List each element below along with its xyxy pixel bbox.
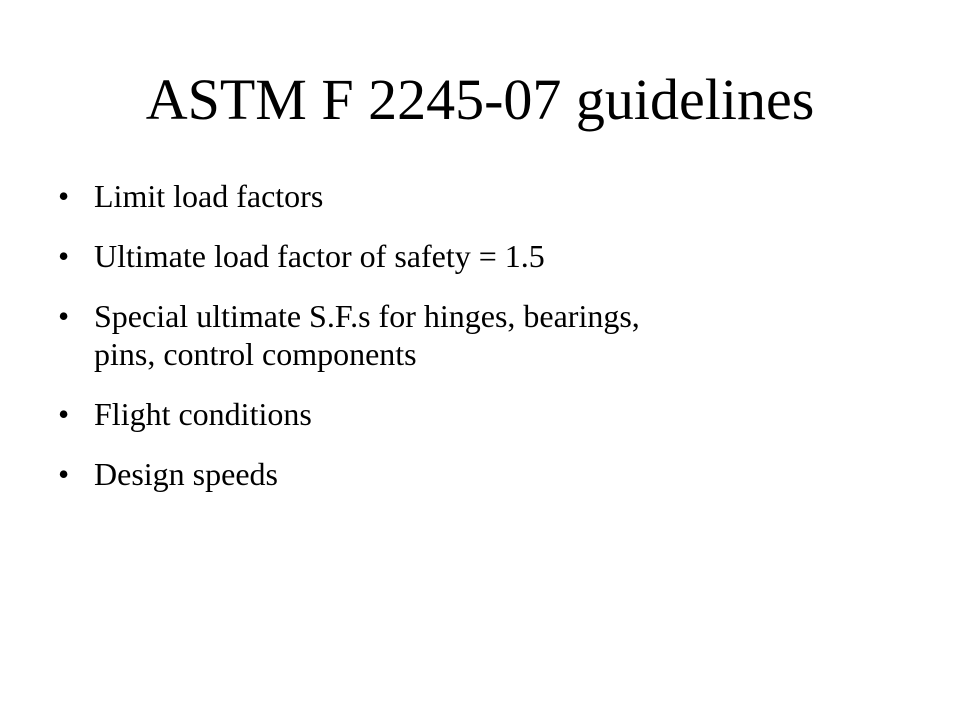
- bullet-item-limit-load-factors: [58, 177, 918, 215]
- bullet-text: Design speeds: [94, 456, 278, 492]
- bullet-text: Flight conditions: [94, 396, 312, 432]
- bullet-item-special-ultimate-sf: [58, 297, 918, 373]
- bullet-text-line-2: pins, control components: [94, 336, 417, 372]
- bullet-list: [58, 177, 918, 515]
- bullet-text: Limit load factors: [94, 178, 324, 214]
- bullet-marker: •: [58, 456, 70, 492]
- bullet-marker: •: [58, 396, 70, 432]
- bullet-item-design-speeds: [58, 455, 918, 493]
- bullet-marker: •: [58, 298, 70, 334]
- bullet-text: Ultimate load factor of safety = 1.5: [94, 238, 545, 274]
- bullet-marker: •: [58, 238, 70, 274]
- bullet-text-line-1: Special ultimate S.F.s for hinges, bearings,: [94, 298, 640, 334]
- bullet-item-ultimate-load-factor: [58, 237, 918, 275]
- bullet-marker: •: [58, 178, 70, 214]
- bullet-item-flight-conditions: [58, 395, 918, 433]
- slide-title: ASTM F 2245-07 guidelines: [145, 67, 815, 132]
